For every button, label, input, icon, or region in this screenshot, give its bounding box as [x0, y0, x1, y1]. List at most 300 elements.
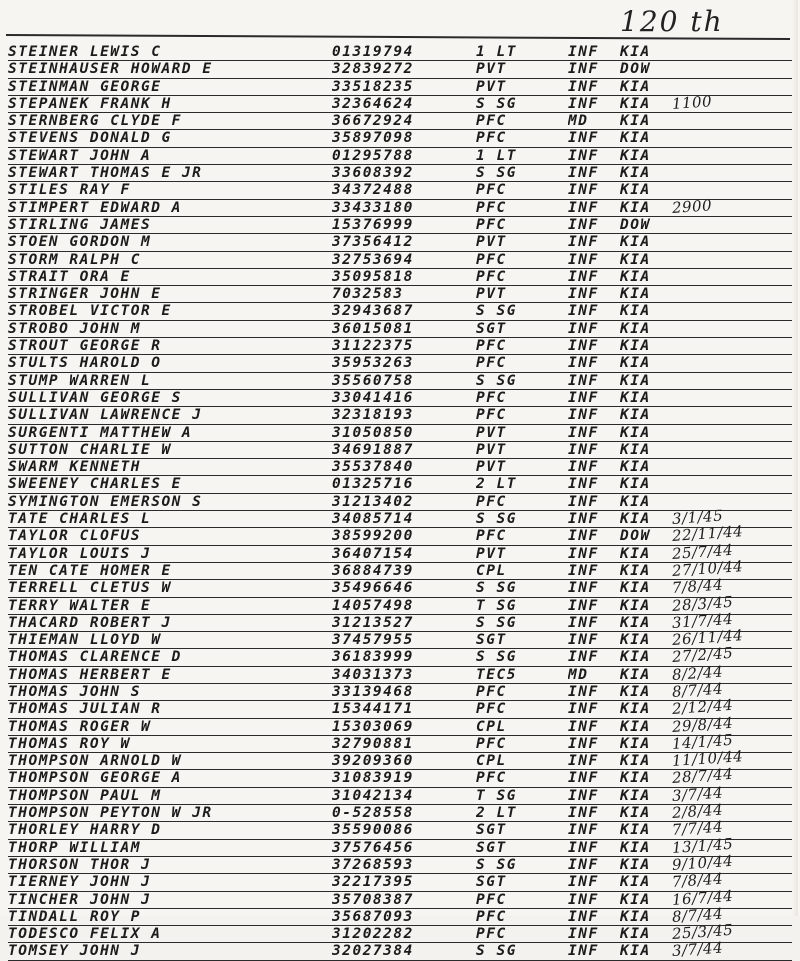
roster-row [8, 730, 792, 753]
serial-number: 31213402 [332, 493, 414, 510]
handwritten-note: 3/1/45 [671, 506, 724, 528]
serial-number: 38599200 [332, 528, 414, 545]
serial-number: 37268593 [332, 856, 414, 873]
serial-number: 36183999 [332, 649, 414, 666]
handwritten-note: 8/7/44 [671, 904, 724, 926]
casualty-status: KIA [620, 580, 651, 597]
casualty-status: DOW [620, 528, 651, 545]
soldier-name: STILES RAY F [8, 182, 131, 199]
rank: S SG [476, 856, 517, 873]
roster-row [8, 407, 792, 424]
roster-row [8, 679, 792, 701]
soldier-name: TATE CHARLES L [8, 511, 152, 528]
serial-number: 33139468 [332, 683, 414, 700]
serial-number: 01319794 [332, 44, 414, 60]
branch: INF [568, 407, 599, 424]
rank: PFC [476, 908, 507, 925]
casualty-status: KIA [620, 130, 651, 147]
casualty-status: KIA [620, 338, 651, 355]
branch: INF [568, 856, 599, 873]
branch: INF [568, 424, 599, 441]
branch: INF [568, 822, 599, 839]
serial-number: 32943687 [332, 303, 414, 320]
branch: INF [568, 147, 599, 164]
soldier-name: THOMAS HERBERT E [8, 666, 172, 683]
branch: INF [568, 130, 599, 147]
handwritten-note: 3/7/44 [671, 938, 724, 961]
soldier-name: SULLIVAN GEORGE S [8, 389, 182, 406]
serial-number: 7032583 [332, 286, 404, 303]
handwritten-note: 9/10/44 [671, 851, 734, 874]
soldier-name: STEPANEK FRANK H [8, 95, 172, 112]
branch: INF [568, 683, 599, 700]
rank: PFC [476, 770, 507, 787]
handwritten-note: 29/8/44 [671, 713, 734, 736]
handwritten-note: 7/8/44 [671, 869, 724, 892]
soldier-name: THOMPSON ARNOLD W [8, 753, 182, 770]
serial-number: 31213527 [332, 614, 414, 631]
soldier-name: STEINHAUSER HOWARD E [8, 61, 213, 78]
branch: INF [568, 926, 599, 943]
roster-row [8, 269, 792, 286]
roster-row [8, 79, 792, 96]
branch: MD [568, 113, 589, 130]
casualty-status: KIA [620, 251, 651, 268]
roster-row [8, 476, 792, 493]
serial-number: 01295788 [332, 147, 414, 164]
soldier-name: THOMAS JULIAN R [8, 701, 162, 718]
soldier-name: THORSON THOR J [8, 856, 152, 873]
casualty-status: KIA [620, 856, 651, 873]
roster-row [8, 713, 792, 736]
serial-number: 35687093 [332, 908, 414, 925]
serial-number: 35537840 [332, 459, 414, 476]
soldier-name: STRINGER JOHN E [8, 286, 162, 303]
rank: PVT [476, 424, 507, 441]
casualty-status: KIA [620, 355, 651, 372]
branch: INF [568, 511, 599, 528]
branch: INF [568, 528, 599, 545]
serial-number: 36015081 [332, 320, 414, 337]
casualty-status: KIA [620, 459, 651, 476]
casualty-status: KIA [620, 822, 651, 839]
serial-number: 35708387 [332, 891, 414, 908]
casualty-status: KIA [620, 614, 651, 631]
serial-number: 34372488 [332, 182, 414, 199]
serial-number: 34031373 [332, 666, 414, 683]
serial-number: 35897098 [332, 130, 414, 147]
branch: INF [568, 268, 599, 285]
casualty-status: KIA [620, 234, 651, 251]
casualty-status: DOW [620, 216, 651, 233]
soldier-name: THOMAS ROY W [8, 735, 131, 752]
soldier-name: SUTTON CHARLIE W [8, 441, 172, 458]
handwritten-note: 1100 [671, 92, 713, 113]
soldier-name: STERNBERG CLYDE F [8, 113, 182, 130]
rank: PVT [476, 61, 507, 78]
branch: INF [568, 234, 599, 251]
serial-number: 35496646 [332, 580, 414, 597]
serial-number: 34085714 [332, 511, 414, 528]
rank: PFC [476, 407, 507, 424]
casualty-status: KIA [620, 787, 651, 804]
handwritten-note: 11/10/44 [671, 747, 744, 771]
soldier-name: THOMPSON PEYTON W JR [8, 805, 213, 822]
serial-number: 37576456 [332, 839, 414, 856]
branch: INF [568, 355, 599, 372]
soldier-name: SURGENTI MATTHEW A [8, 424, 193, 441]
soldier-name: TOMSEY JOHN J [8, 943, 141, 960]
roster-row [8, 522, 792, 546]
rank: PFC [476, 251, 507, 268]
roster-row [8, 783, 792, 805]
handwritten-note: 25/3/45 [671, 920, 734, 944]
soldier-name: TODESCO FELIX A [8, 926, 162, 943]
roster-row [8, 373, 792, 390]
casualty-status: KIA [620, 701, 651, 718]
handwritten-note: 26/11/44 [671, 626, 744, 650]
handwritten-note: 27/2/45 [671, 644, 734, 667]
rank: S SG [476, 649, 517, 666]
soldier-name: TAYLOR LOUIS J [8, 545, 152, 562]
soldier-name: STROUT GEORGE R [8, 338, 162, 355]
branch: INF [568, 165, 599, 182]
roster-row [8, 459, 792, 476]
branch: INF [568, 286, 599, 303]
roster-row [8, 182, 792, 199]
roster-row [8, 113, 792, 130]
roster-row [8, 390, 792, 407]
roster-row [8, 44, 792, 61]
serial-number: 15303069 [332, 718, 414, 735]
soldier-name: STEINMAN GEORGE [8, 78, 162, 95]
handwritten-note: 8/2/44 [671, 662, 724, 684]
serial-number: 34691887 [332, 441, 414, 458]
casualty-status: KIA [620, 805, 651, 822]
serial-number: 33433180 [332, 199, 414, 216]
rank: PFC [476, 113, 507, 130]
roster-row [8, 920, 792, 944]
casualty-status: KIA [620, 165, 651, 182]
casualty-status: KIA [620, 926, 651, 943]
roster-row [8, 834, 792, 857]
rank: PVT [476, 545, 507, 562]
roster-row [8, 540, 792, 563]
branch: INF [568, 441, 599, 458]
branch: INF [568, 753, 599, 770]
soldier-name: SWARM KENNETH [8, 459, 141, 476]
branch: INF [568, 216, 599, 233]
rank: SGT [476, 822, 507, 839]
rank: PVT [476, 441, 507, 458]
roster-row [8, 626, 792, 650]
soldier-name: STRAIT ORA E [8, 268, 131, 285]
handwritten-note: 27/10/44 [671, 556, 744, 580]
rank: S SG [476, 165, 517, 182]
rank: T SG [476, 787, 517, 804]
rank: PFC [476, 891, 507, 908]
rank: PVT [476, 234, 507, 251]
roster-row [8, 696, 792, 719]
branch: INF [568, 95, 599, 112]
casualty-status: KIA [620, 597, 651, 614]
soldier-name: STEVENS DONALD G [8, 130, 172, 147]
serial-number: 39209360 [332, 753, 414, 770]
serial-number: 14057498 [332, 597, 414, 614]
branch: INF [568, 389, 599, 406]
roster-row [8, 286, 792, 303]
rank: CPL [476, 753, 507, 770]
roster-row [8, 592, 792, 615]
casualty-roster-list [8, 44, 792, 961]
handwritten-note: 3/7/44 [671, 783, 724, 805]
soldier-name: TAYLOR CLOFUS [8, 528, 141, 545]
serial-number: 0-528558 [332, 805, 414, 822]
roster-row [8, 217, 792, 234]
serial-number: 35095818 [332, 268, 414, 285]
serial-number: 37457955 [332, 632, 414, 649]
serial-number: 31050850 [332, 424, 414, 441]
casualty-status: KIA [620, 874, 651, 891]
rank: S SG [476, 303, 517, 320]
rank: S SG [476, 95, 517, 112]
roster-row [8, 130, 792, 147]
rank: S SG [476, 372, 517, 389]
rank: T SG [476, 597, 517, 614]
soldier-name: STOEN GORDON M [8, 234, 152, 251]
serial-number: 31122375 [332, 338, 414, 355]
roster-row [8, 644, 792, 667]
branch: INF [568, 891, 599, 908]
branch: INF [568, 839, 599, 856]
rank: SGT [476, 874, 507, 891]
soldier-name: STULTS HAROLD O [8, 355, 162, 372]
casualty-status: DOW [620, 61, 651, 78]
roster-row [8, 425, 792, 442]
casualty-status: KIA [620, 372, 651, 389]
soldier-name: THORP WILLIAM [8, 839, 141, 856]
casualty-status: KIA [620, 908, 651, 925]
casualty-status: KIA [620, 78, 651, 95]
soldier-name: THOMPSON PAUL M [8, 787, 162, 804]
branch: INF [568, 735, 599, 752]
casualty-status: KIA [620, 441, 651, 458]
rank: 1 LT [476, 147, 517, 164]
casualty-status: KIA [620, 424, 651, 441]
branch: INF [568, 597, 599, 614]
rank: PFC [476, 199, 507, 216]
casualty-status: KIA [620, 95, 651, 112]
soldier-name: STROBEL VICTOR E [8, 303, 172, 320]
rank: TEC5 [476, 666, 517, 683]
rank: 2 LT [476, 805, 517, 822]
branch: INF [568, 372, 599, 389]
branch: INF [568, 320, 599, 337]
handwritten-note: 22/11/44 [671, 522, 744, 546]
soldier-name: STORM RALPH C [8, 251, 141, 268]
soldier-name: STEINER LEWIS C [8, 44, 162, 60]
rank: S SG [476, 580, 517, 597]
casualty-status: KIA [620, 770, 651, 787]
rank: PVT [476, 286, 507, 303]
rank: PFC [476, 355, 507, 372]
rank: S SG [476, 614, 517, 631]
casualty-status: KIA [620, 407, 651, 424]
branch: INF [568, 493, 599, 510]
roster-row [8, 817, 792, 840]
roster-row [8, 747, 792, 771]
soldier-name: THOMAS ROGER W [8, 718, 152, 735]
roster-row [8, 869, 792, 892]
casualty-status: KIA [620, 268, 651, 285]
serial-number: 35590086 [332, 822, 414, 839]
rank: 1 LT [476, 44, 517, 60]
rank: PFC [476, 338, 507, 355]
casualty-status: KIA [620, 943, 651, 960]
branch: INF [568, 805, 599, 822]
roster-row [8, 355, 792, 372]
casualty-status: KIA [620, 666, 651, 683]
branch: INF [568, 614, 599, 631]
handwritten-note: 14/1/45 [671, 730, 734, 753]
serial-number: 32790881 [332, 735, 414, 752]
serial-number: 32753694 [332, 251, 414, 268]
soldier-name: THOMAS CLARENCE D [8, 649, 182, 666]
rank: S SG [476, 943, 517, 960]
roster-row [8, 303, 792, 320]
roster-row [8, 938, 792, 961]
branch: INF [568, 78, 599, 95]
branch: INF [568, 545, 599, 562]
casualty-status: KIA [620, 286, 651, 303]
branch: INF [568, 770, 599, 787]
serial-number: 31083919 [332, 770, 414, 787]
roster-row [8, 195, 792, 217]
serial-number: 33518235 [332, 78, 414, 95]
branch: INF [568, 338, 599, 355]
rank: PFC [476, 735, 507, 752]
roster-row [8, 556, 792, 580]
branch: INF [568, 459, 599, 476]
roster-row [8, 442, 792, 459]
branch: INF [568, 44, 599, 60]
handwritten-note: 2900 [671, 195, 713, 217]
soldier-name: THACARD ROBERT J [8, 614, 172, 631]
rank: CPL [476, 718, 507, 735]
serial-number: 32318193 [332, 407, 414, 424]
soldier-name: THORLEY HARRY D [8, 822, 162, 839]
roster-row [8, 851, 792, 874]
branch: INF [568, 874, 599, 891]
serial-number: 33608392 [332, 165, 414, 182]
serial-number: 15376999 [332, 216, 414, 233]
rank: PFC [476, 683, 507, 700]
branch: INF [568, 718, 599, 735]
branch: INF [568, 199, 599, 216]
page-edge-shadow [792, 0, 798, 916]
serial-number: 32364624 [332, 95, 414, 112]
serial-number: 15344171 [332, 701, 414, 718]
soldier-name: STROBO JOHN M [8, 320, 141, 337]
soldier-name: STIRLING JAMES [8, 216, 152, 233]
casualty-status: KIA [620, 147, 651, 164]
rank: PFC [476, 701, 507, 718]
serial-number: 37356412 [332, 234, 414, 251]
rank: PFC [476, 493, 507, 510]
soldier-name: TINDALL ROY P [8, 908, 141, 925]
rank: CPL [476, 562, 507, 579]
roster-row [8, 662, 792, 684]
casualty-status: KIA [620, 735, 651, 752]
casualty-status: KIA [620, 562, 651, 579]
casualty-status: KIA [620, 683, 651, 700]
handwritten-note: 7/7/44 [671, 817, 724, 840]
roster-row [8, 165, 792, 182]
soldier-name: THIEMAN LLOYD W [8, 632, 162, 649]
rank: SGT [476, 839, 507, 856]
rank: PFC [476, 926, 507, 943]
soldier-name: TEN CATE HOMER E [8, 562, 172, 579]
roster-row [8, 575, 792, 598]
rank: PVT [476, 459, 507, 476]
handwritten-note: 31/7/44 [671, 609, 734, 632]
casualty-status: KIA [620, 303, 651, 320]
branch: INF [568, 632, 599, 649]
serial-number: 31202282 [332, 926, 414, 943]
casualty-status: KIA [620, 493, 651, 510]
serial-number: 36884739 [332, 562, 414, 579]
roster-row [8, 338, 792, 355]
branch: INF [568, 61, 599, 78]
roster-row [8, 609, 792, 632]
rank: SGT [476, 320, 507, 337]
roster-row [8, 61, 792, 78]
serial-number: 32217395 [332, 874, 414, 891]
handwritten-note: 28/3/45 [671, 592, 734, 615]
branch: MD [568, 666, 589, 683]
rank: PFC [476, 182, 507, 199]
roster-row [8, 886, 792, 909]
branch: INF [568, 476, 599, 493]
casualty-status: KIA [620, 718, 651, 735]
handwritten-header-note: 120 th [620, 5, 724, 38]
handwritten-note: 13/1/45 [671, 834, 734, 857]
rank: PFC [476, 130, 507, 147]
serial-number: 32839272 [332, 61, 414, 78]
roster-row [8, 321, 792, 338]
serial-number: 35560758 [332, 372, 414, 389]
casualty-status: KIA [620, 113, 651, 130]
serial-number: 36407154 [332, 545, 414, 562]
branch: INF [568, 182, 599, 199]
rank: PFC [476, 268, 507, 285]
soldier-name: STEWART JOHN A [8, 147, 152, 164]
rank: S SG [476, 511, 517, 528]
casualty-status: KIA [620, 753, 651, 770]
soldier-name: SWEENEY CHARLES E [8, 476, 182, 493]
rank: SGT [476, 632, 507, 649]
branch: INF [568, 562, 599, 579]
soldier-name: STUMP WARREN L [8, 372, 152, 389]
branch: INF [568, 943, 599, 960]
rank: PFC [476, 216, 507, 233]
soldier-name: TERRELL CLETUS W [8, 580, 172, 597]
roster-row [8, 252, 792, 269]
roster-row [8, 506, 792, 528]
soldier-name: TERRY WALTER E [8, 597, 152, 614]
casualty-status: KIA [620, 199, 651, 216]
soldier-name: STEWART THOMAS E JR [8, 165, 203, 182]
